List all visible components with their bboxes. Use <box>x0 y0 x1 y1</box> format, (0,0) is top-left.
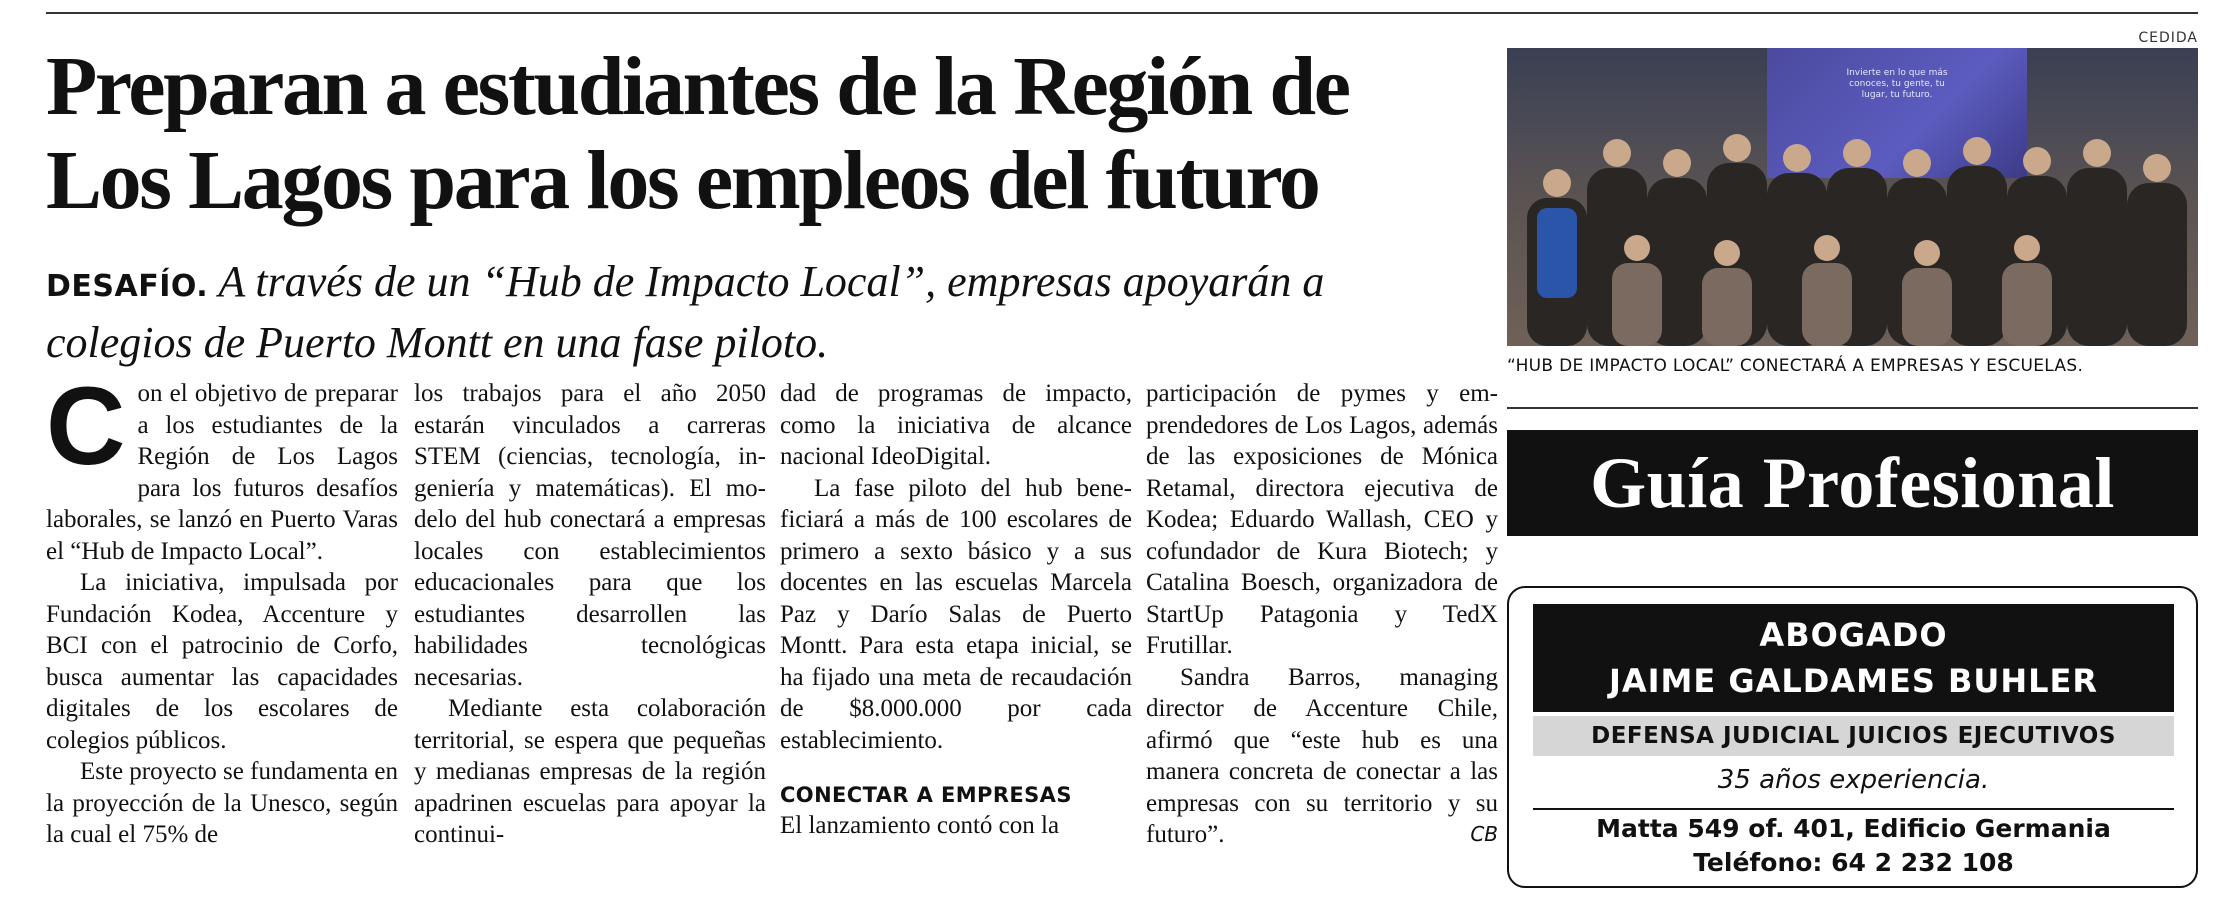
deck-kicker: DESAFÍO. <box>46 269 209 304</box>
ad-header <box>1533 604 2174 712</box>
paragraph-4 <box>414 693 766 851</box>
article-headline <box>46 40 1486 228</box>
classified-ad <box>1507 586 2198 888</box>
ad-contact <box>1533 812 2174 880</box>
guia-profesional-banner: Guía Profesional <box>1507 430 2198 536</box>
headline-line-1: Preparan a estudiantes de la Región de <box>46 40 1349 133</box>
paragraph-text: Sandra Barros, managing director de Accenture Chile, afirmó que “este hub es una manera concreta de conectar a las empresas con su territorio y su futuro”. <box>1146 663 1498 848</box>
article-column-1 <box>46 365 398 851</box>
paragraph-text: Este proyecto se fundamenta en la proyección de la Unesco, según la cual el 75% de <box>46 758 398 848</box>
deck-line-1: A través de un “Hub de Impacto Local”, empresas apoyarán a <box>218 257 1325 306</box>
ad-divider <box>1533 808 2174 810</box>
section-subhead: CONECTAR A EMPRESAS <box>780 783 1072 807</box>
ad-service: DEFENSA JUDICIAL JUICIOS EJECUTIVOS <box>1533 716 2174 756</box>
headline-line-2: Los Lagos para los empleos del futuro <box>46 134 1319 227</box>
projection-screen-text: Invierte en lo que más conoces, tu gente, tu lugar, tu futuro. <box>1846 68 1948 100</box>
paragraph-continued <box>780 378 1132 473</box>
paragraph-continued <box>414 378 766 693</box>
paragraph-text: on el objetivo de preparar a los estudiantes de la Región de Los Lagos para los futuros desafíos laborales, se lanzó en Puerto Varas el “Hub de Impacto Local”. <box>46 380 398 565</box>
ad-phone: Teléfono: 64 2 232 108 <box>1693 848 2014 877</box>
paragraph-1 <box>46 365 398 567</box>
paragraph-continued <box>1146 378 1498 662</box>
deck-line-2: colegios de Puerto Montt en una fase piloto. <box>46 318 829 367</box>
paragraph-6 <box>780 810 1132 842</box>
ad-title-line-1: ABOGADO <box>1759 616 1948 654</box>
paragraph-3 <box>46 756 398 851</box>
paragraph-text: Mediante esta colaboración territorial, se espera que pequeñas y medianas empresas de la región apadrinen escuelas para apoyar la continui- <box>414 695 766 848</box>
drop-cap: C <box>46 365 126 488</box>
paragraph-text: los trabajos para el año 2050 estarán vinculados a carreras STEM (ciencias, tecnología, ingeniería y matemáticas). El modelo del hub conectará a empresas locales con establecimientos educacionales para que los estudiantes desarrollen las habilidades tecnológicas necesarias. <box>414 380 766 691</box>
section-rule <box>1507 407 2198 409</box>
paragraph-7 <box>1146 662 1498 851</box>
article-deck <box>46 254 1476 371</box>
paragraph-text: La iniciativa, impulsada por Fundación Kodea, Accenture y BCI con el patrocinio de Corfo, busca aumentar las capacidades digitales de los escolares de colegios públicos. <box>46 569 398 754</box>
ad-title-line-2: JAIME GALDAMES BUHLER <box>1608 662 2099 700</box>
paragraph-text: dad de programas de impacto, como la iniciativa de alcance nacional IdeoDigital. <box>780 380 1132 470</box>
ad-address: Matta 549 of. 401, Edificio Germania <box>1596 814 2111 843</box>
article-column-4 <box>1146 378 1498 851</box>
top-rule <box>46 12 2198 14</box>
paragraph-text: participación de pymes y emprendedores de Los Lagos, además de las exposiciones de Mónica Retamal, directora ejecutiva de Kodea; Eduardo Wallash, CEO y cofundador de Kura Biotech; y Catalina Boesch, organizadora de StartUp Patagonia y TedX Frutillar. <box>1146 380 1498 659</box>
article-photo <box>1507 48 2198 346</box>
photo-credit: CEDIDA <box>2138 30 2198 46</box>
paragraph-5 <box>780 473 1132 757</box>
group-photo-people <box>1507 48 2198 346</box>
ad-experience: 35 años experiencia. <box>1717 765 1990 795</box>
end-mark: CB <box>1470 822 1498 846</box>
article-column-3 <box>780 378 1132 842</box>
photo-caption: “HUB DE IMPACTO LOCAL” CONECTARÁ A EMPRESAS Y ESCUELAS. <box>1507 356 2084 376</box>
article-column-2 <box>414 378 766 851</box>
paragraph-text: La fase piloto del hub beneficiará a más de 100 escolares de primero a sexto básico y a sus docentes en las escuelas Marcela Paz y Darío Salas de Puerto Montt. Para esta etapa inicial, se ha fijado una meta de recaudación de $8.000.000 por cada establecimiento. <box>780 474 1132 754</box>
paragraph-2 <box>46 567 398 756</box>
paragraph-text: El lanzamiento contó con la <box>780 812 1060 839</box>
